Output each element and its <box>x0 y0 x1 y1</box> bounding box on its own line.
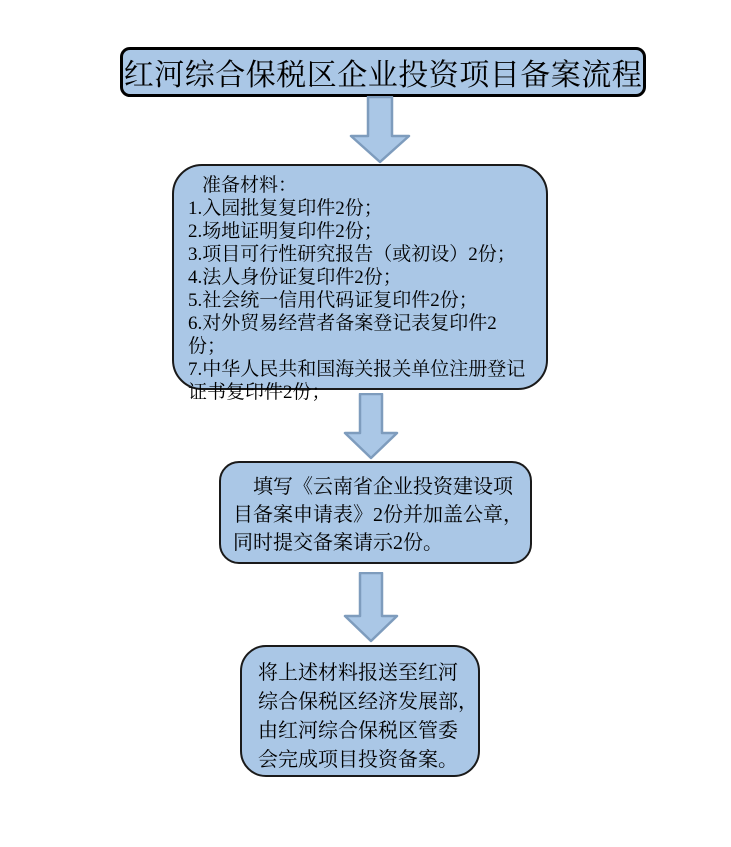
down-arrow-icon <box>349 96 411 164</box>
text-line: 2.场地证明复印件2份； <box>188 221 383 242</box>
text-line: 将上述材料报送至红河 <box>258 662 458 684</box>
page-title: 红河综合保税区企业投资项目备案流程 <box>123 59 643 92</box>
flowchart-title-box <box>120 47 646 97</box>
down-arrow-icon <box>343 572 399 643</box>
text-line: 6.对外贸易经营者备案登记表复印件2份； <box>188 313 497 357</box>
text-line: 4.法人身份证复印件2份； <box>188 267 402 288</box>
text-line: 同时提交备案请示2份。 <box>233 532 443 554</box>
materials-item-list <box>188 197 532 404</box>
text-line: 综合保税区经济发展部， <box>258 691 478 713</box>
text-line: 7.中华人民共和国海关报关单位注册登记证书复印件2份； <box>188 359 526 403</box>
materials-heading: 准备材料： <box>202 175 298 196</box>
text-line: 1.入园批复复印件2份； <box>188 198 383 219</box>
submission-step-box <box>240 645 480 777</box>
text-line: 目备案申请表》2份并加盖公章， <box>233 504 523 526</box>
text-line: 会完成项目投资备案。 <box>258 749 458 771</box>
application-step-box <box>219 461 532 564</box>
down-arrow-icon <box>343 393 399 460</box>
text-line: 5.社会统一信用代码证复印件2份； <box>188 290 478 311</box>
text-line: 填写《云南省企业投资建设项 <box>253 476 513 498</box>
text-line: 由红河综合保税区管委 <box>258 720 458 742</box>
text-line: 3.项目可行性研究报告（或初设）2份； <box>188 244 516 265</box>
materials-step-box <box>172 164 548 403</box>
